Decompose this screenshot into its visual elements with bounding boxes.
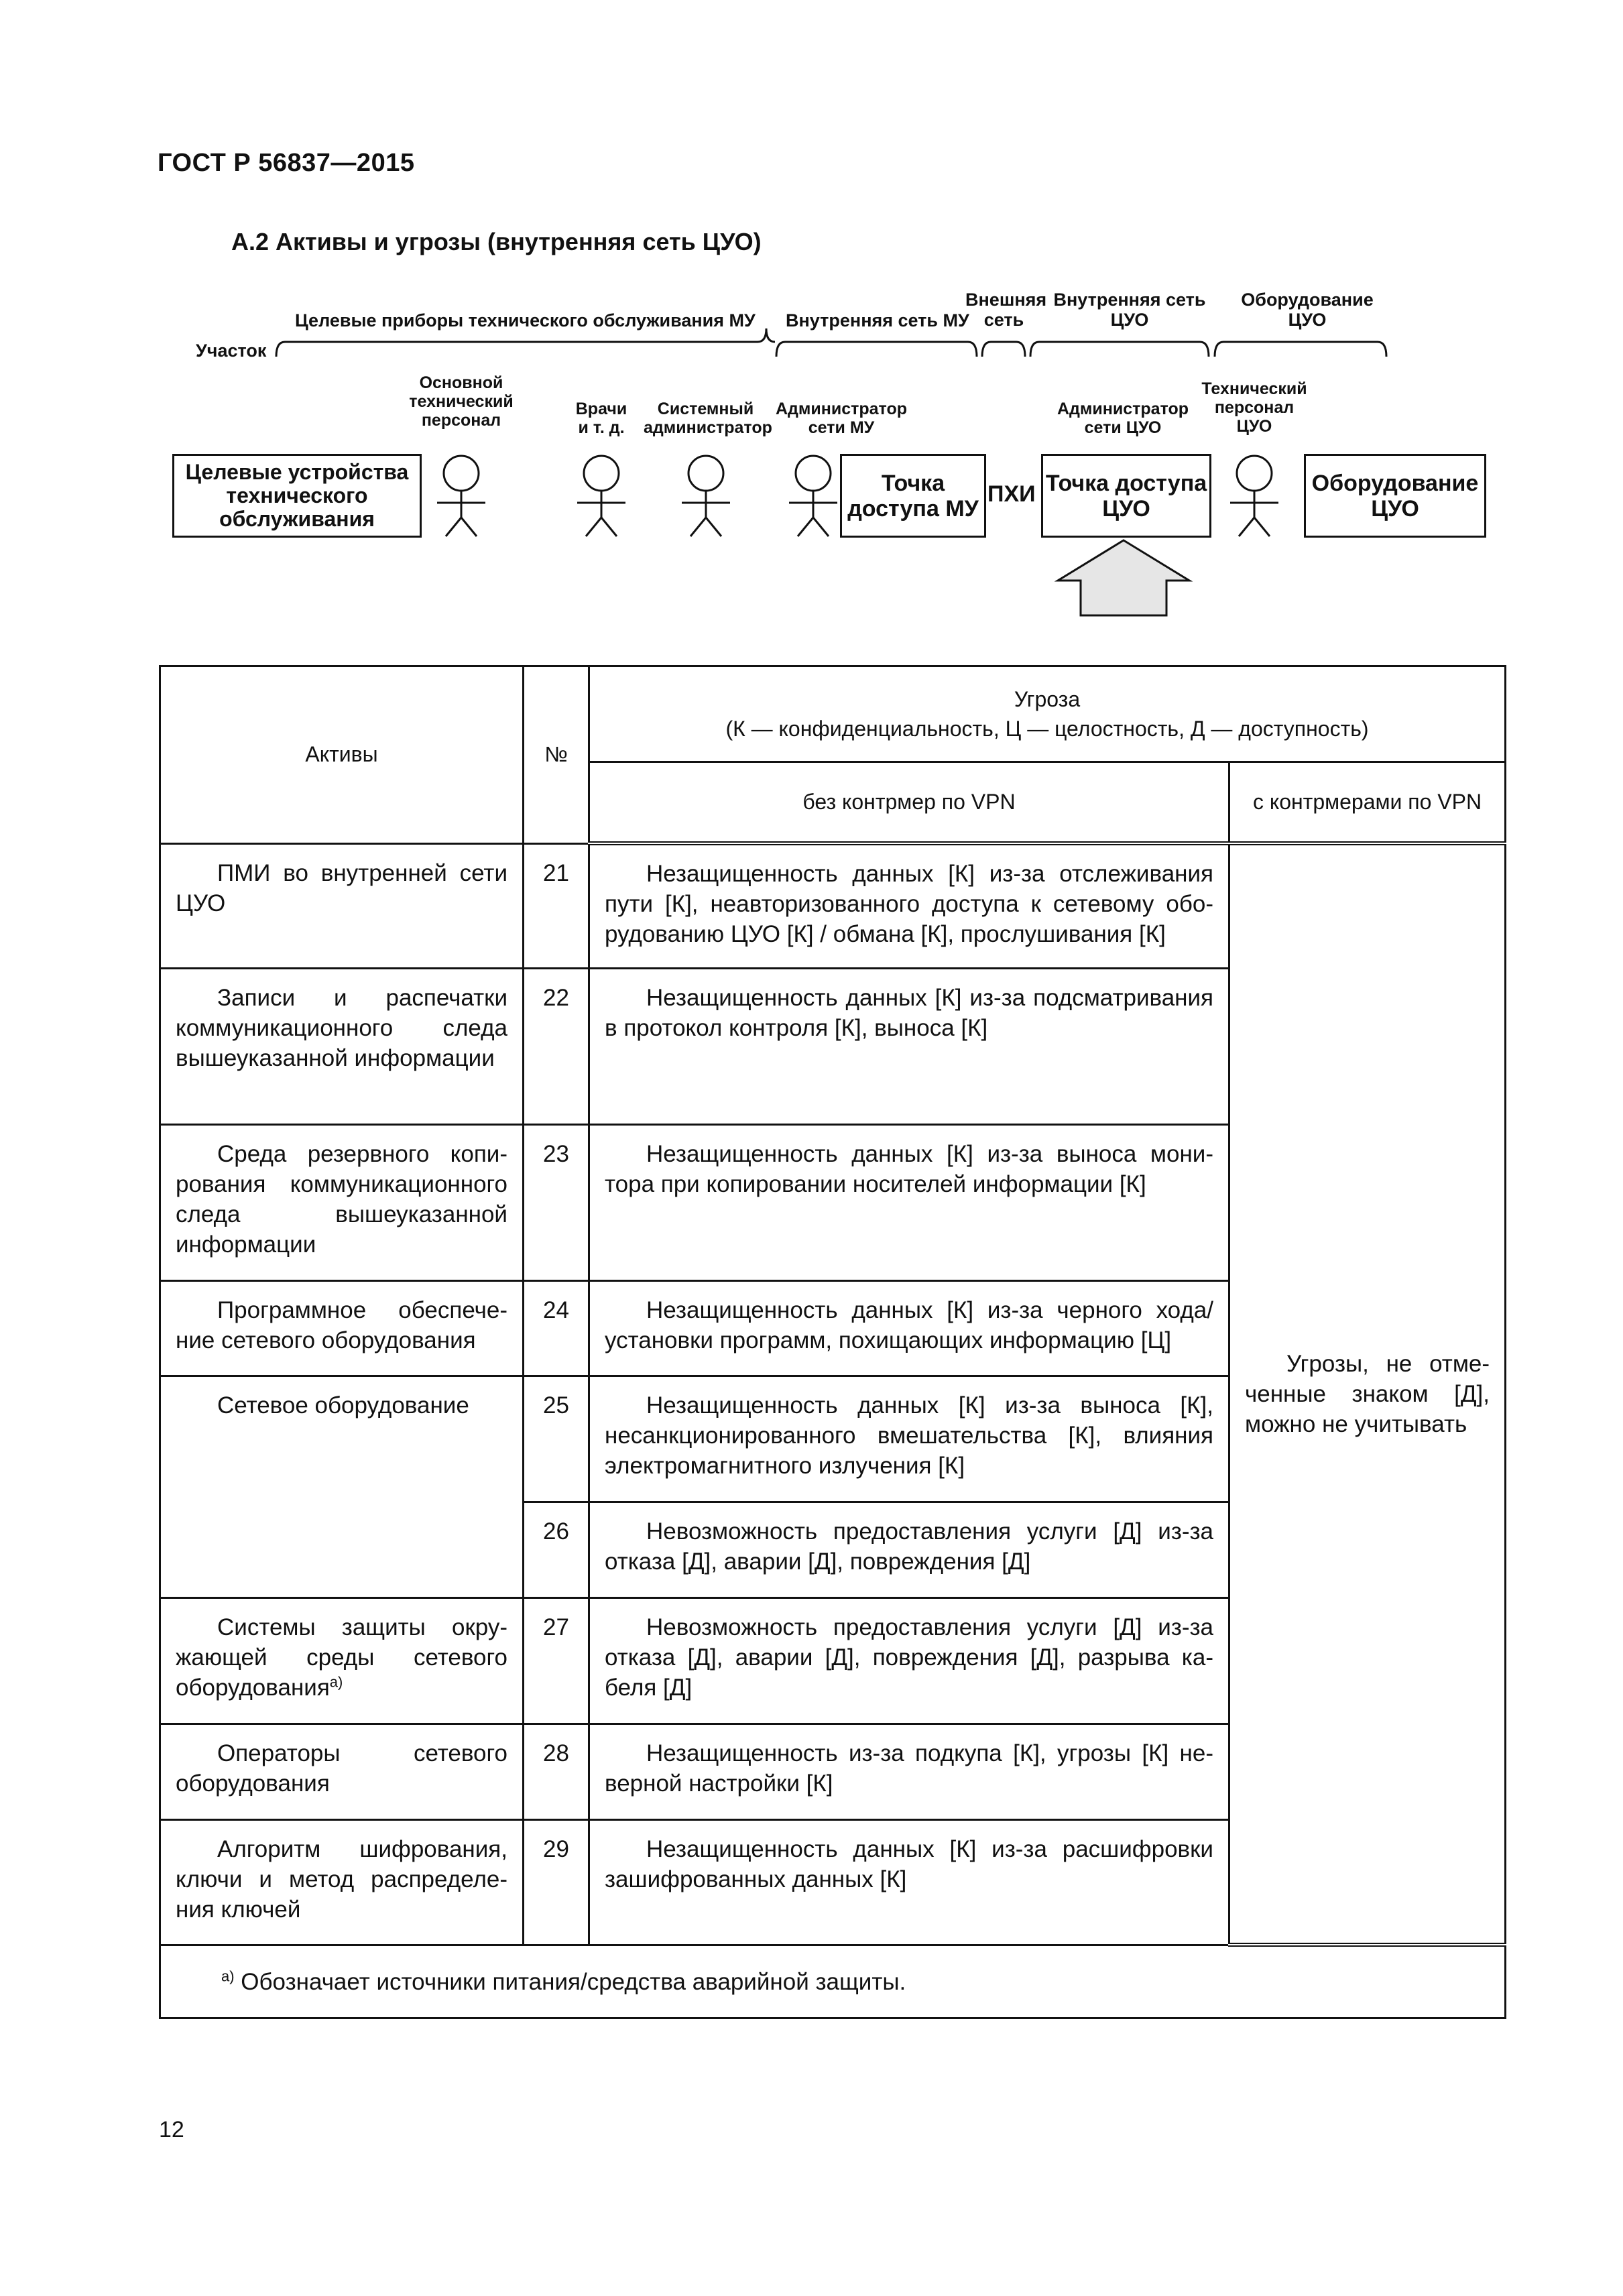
cell-countermeasure: Угрозы, не отмеченные знаком [Д], можно не учитывать bbox=[1229, 843, 1506, 1945]
bracket-equipment-cuo bbox=[1215, 342, 1386, 357]
bracket-internal-mu bbox=[776, 342, 977, 357]
cell-footnote: $^{а)}$ Обозначает источники питания/средства аварийной защиты. bbox=[160, 1945, 1506, 2018]
label-external-pkhi: ПХИ bbox=[987, 481, 1036, 507]
table-footnote-row bbox=[160, 1945, 1506, 2018]
box-access-point-cuo: Точка доступа ЦУО bbox=[1041, 454, 1211, 538]
box-access-point-mu: Точка доступа МУ bbox=[840, 454, 986, 538]
header-assets: Активы bbox=[160, 666, 524, 844]
role-net-admin-cuo: Администратор сети ЦУО bbox=[1057, 400, 1189, 437]
cell-threat: Незащищенность данных [К] из-за подсматривания в протокол контроля [К], выноса [К] bbox=[589, 968, 1229, 1124]
role-tech-staff-cuo: Технический персонал ЦУО bbox=[1201, 379, 1307, 436]
page-number: 12 bbox=[159, 2117, 184, 2142]
cell-number: 27 bbox=[524, 1597, 589, 1724]
bracket-external bbox=[982, 342, 1025, 357]
group-label-external: Внешняя сеть bbox=[965, 290, 1047, 330]
cell-threat: Незащищенность данных [К] из-за расшифровки зашифрованных данных [К] bbox=[589, 1819, 1229, 1945]
cell-number: 25 bbox=[524, 1376, 589, 1502]
box-target-devices: Целевые устройства технического обслуживания bbox=[172, 454, 422, 538]
role-sysadmin: Системный администратор bbox=[644, 400, 772, 437]
cell-asset: Среда резервного копирования коммуникационного следа вышеуказанной информации bbox=[160, 1124, 524, 1280]
group-label-internal-cuo: Внутренняя сеть ЦУО bbox=[1053, 290, 1206, 330]
role-net-admin-mu: Администратор сети МУ bbox=[775, 400, 908, 437]
document-header: ГОСТ Р 56837—2015 bbox=[158, 149, 415, 177]
cell-number: 21 bbox=[524, 843, 589, 968]
cell-threat: Невозможность предоставления услуги [Д] из-за отказа [Д], аварии [Д], повреждения [Д] bbox=[589, 1502, 1229, 1597]
bracket-target-devices bbox=[276, 328, 766, 357]
cell-threat: Незащищенность данных [К] из-за черного хода/ установки программ, похищающих информацию [Ц] bbox=[589, 1280, 1229, 1376]
cell-number: 22 bbox=[524, 968, 589, 1124]
actor-tech-staff-cuo bbox=[1230, 456, 1278, 536]
assets-threats-table bbox=[159, 665, 1506, 2019]
header-without-vpn: без контрмер по VPN bbox=[589, 762, 1229, 844]
header-number: № bbox=[524, 666, 589, 844]
role-doctors: Врачи и т. д. bbox=[575, 400, 627, 437]
group-label-internal-mu: Внутренняя сеть МУ bbox=[786, 310, 969, 330]
group-label-target-devices: Целевые приборы технического обслуживания МУ bbox=[295, 310, 756, 330]
cell-threat: Невозможность предоставления услуги [Д] из-за отказа [Д], аварии [Д], повреждения [Д], разрыва кабеля [Д] bbox=[589, 1597, 1229, 1724]
group-label-equipment-cuo: Оборудование ЦУО bbox=[1241, 290, 1374, 330]
header-threat: Угроза (К — конфиденциальность, Ц — целостность, Д — доступность) bbox=[589, 666, 1506, 762]
bracket-internal-cuo bbox=[1030, 342, 1209, 357]
actor-sysadmin bbox=[682, 456, 730, 536]
box-equipment-cuo: Оборудование ЦУО bbox=[1304, 454, 1486, 538]
actor-tech-staff bbox=[437, 456, 485, 536]
cell-threat: Незащищенность данных [К] из-за выноса [К], несанкционированного вмешательства [К], влияния электромагнитного излучения [К] bbox=[589, 1376, 1229, 1502]
footnote-mark: а) bbox=[221, 1968, 235, 1985]
cell-number: 23 bbox=[524, 1124, 589, 1280]
cell-asset: ПМИ во внутренней сети ЦУО bbox=[160, 843, 524, 968]
cell-asset: Операторы сетевого оборудования bbox=[160, 1724, 524, 1819]
cell-number: 26 bbox=[524, 1502, 589, 1597]
cell-asset: Сетевое оборудование bbox=[160, 1376, 524, 1597]
role-tech-staff: Основной технический персонал bbox=[409, 373, 514, 430]
cell-threat: Незащищенность из-за подкупа [К], угрозы [К] неверной настройки [К] bbox=[589, 1724, 1229, 1819]
table-row bbox=[160, 843, 1506, 968]
actor-doctors bbox=[577, 456, 625, 536]
cell-number: 28 bbox=[524, 1724, 589, 1819]
footnote-ref: а) bbox=[329, 1673, 343, 1690]
cell-threat: Незащищенность данных [К] из-за выноса монитора при копировании носителей информации [К] bbox=[589, 1124, 1229, 1280]
cell-asset: Системы защиты окружающей среды сетевого оборудования$^{а)}$ bbox=[160, 1597, 524, 1724]
header-with-vpn: с контрмерами по VPN bbox=[1229, 762, 1506, 844]
actor-net-admin-mu bbox=[789, 456, 837, 536]
cell-threat: Незащищенность данных [К] из-за отслеживания пути [К], неавторизованного доступа к сетевому оборудованию ЦУО [К] / обмана [К], прослушивания [К] bbox=[589, 843, 1229, 968]
participant-label: Участок bbox=[196, 341, 267, 361]
cell-number: 29 bbox=[524, 1819, 589, 1945]
cell-asset: Программное обеспечение сетевого оборудования bbox=[160, 1280, 524, 1376]
cell-number: 24 bbox=[524, 1280, 589, 1376]
cell-asset: Записи и распечатки коммуникационного следа вышеуказанной информации bbox=[160, 968, 524, 1124]
section-title: А.2 Активы и угрозы (внутренняя сеть ЦУО) bbox=[231, 228, 762, 255]
cell-asset: Алгоритм шифрования, ключи и метод распределения ключей bbox=[160, 1819, 524, 1945]
up-arrow-icon bbox=[1058, 540, 1189, 615]
